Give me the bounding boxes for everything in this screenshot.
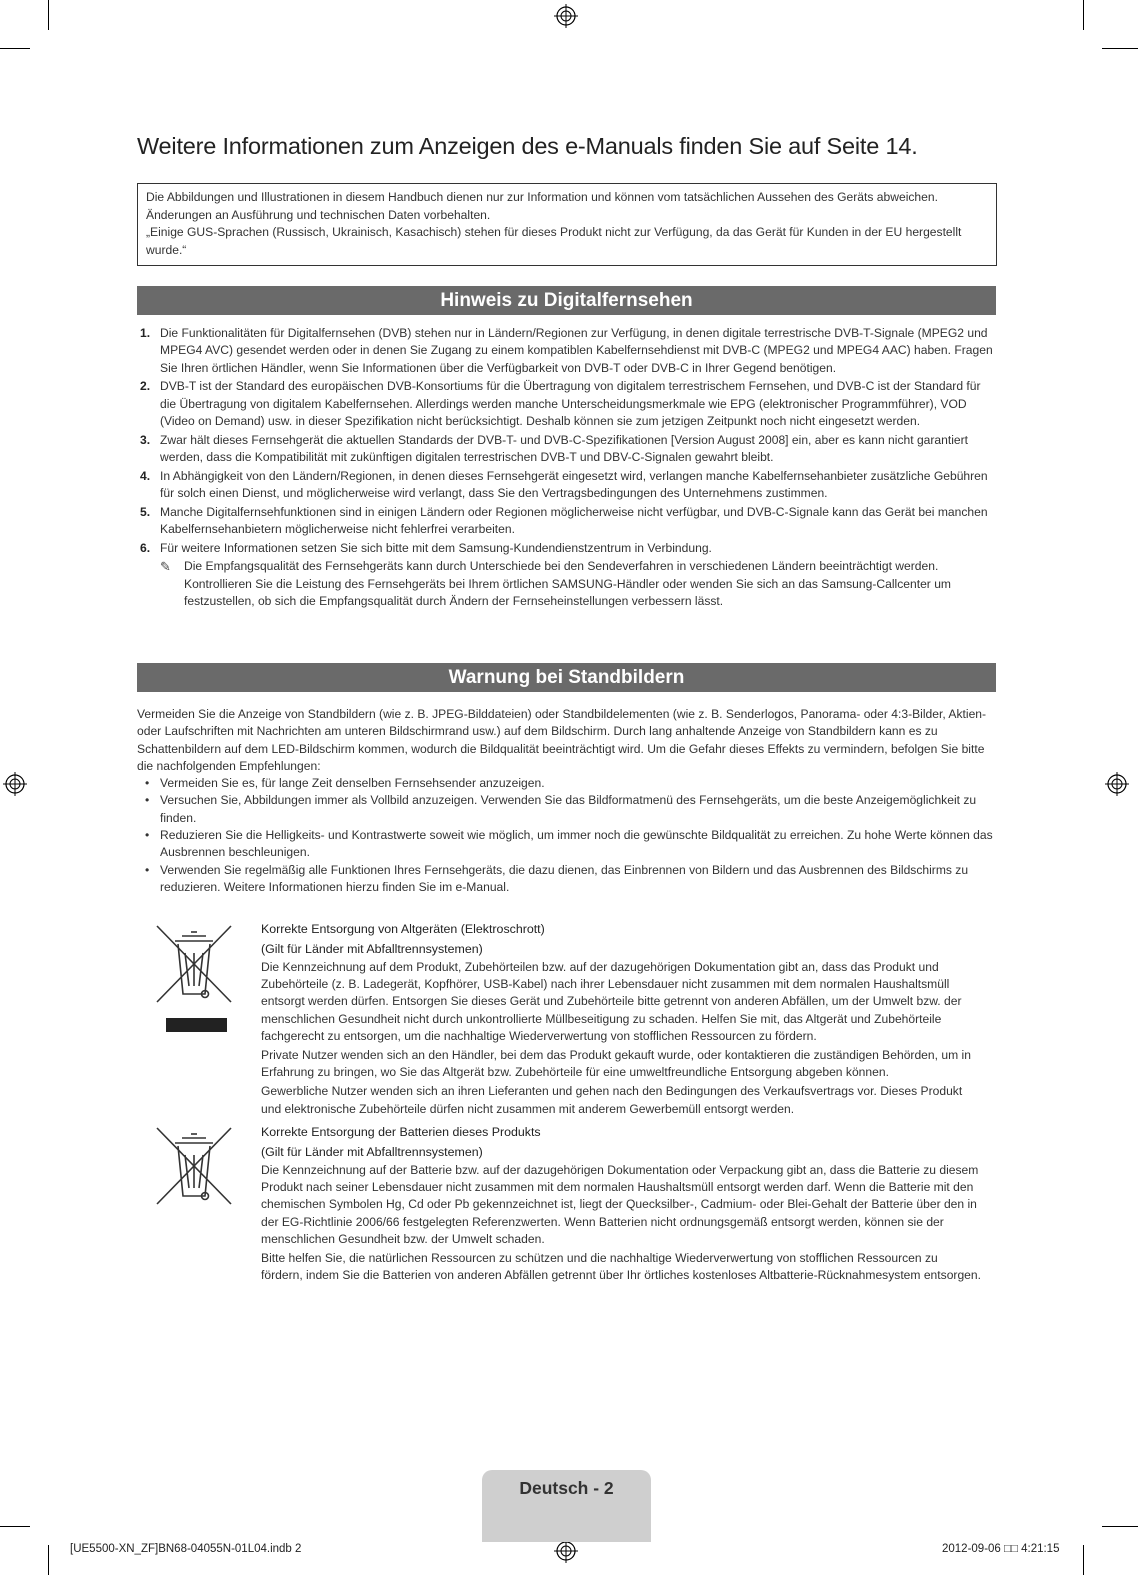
crop-mark <box>1102 48 1138 49</box>
item-text: Zwar hält dieses Fernsehgerät die aktuellen Standards der DVB-T- und DVB-C-Spezifikationen [Version August 2008] ein, aber es kann nicht garantiert werden, dass die Kompatibilität mit zukünftigen digitalen terrestrischen DVB-T und DBV-C-Signalen gewahrt bleibt. <box>160 432 969 465</box>
battery-paragraph: Bitte helfen Sie, die natürlichen Ressourcen zu schützen und die nachhaltige Wiederverwertung von stofflichen Ressourcen zu fördern, indem Sie die Batterien von anderen Abfällen getrennt über Ihr örtliches kostenloses Altbatterie-Rücknahmesystem entsorgen. <box>261 1251 981 1283</box>
battery-paragraph: Die Kennzeichnung auf der Batterie bzw. auf der dazugehörigen Dokumentation oder Verpackung gibt an, dass die Batterie zu diesem Produkt nach seiner Lebensdauer nicht zusammen mit dem normalen Haushaltsmüll entsorgt werden darf. Wenn die Batterie mit den chemischen Symbolen Hg, Cd oder Pb gekennzeichnet ist, liegt der Quecksilber-, Cadmium- oder Blei-Gehalt der Batterie über den in der EG-Richtlinie 2006/66 festgelegten Referenzwerten. Wenn Batterien nicht ordnungsgemäß entsorgt werden, können sie der menschlichen Gesundheit bzw. der Umwelt schaden. <box>261 1163 979 1246</box>
item-text: Für weitere Informationen setzen Sie sich bitte mit dem Samsung-Kundendienstzentrum in Verbindung. <box>160 541 712 556</box>
notice-paragraph: Die Abbildungen und Illustrationen in diesem Handbuch dienen nur zur Information und können vom tatsächlichen Aussehen des Geräts abweichen. Änderungen an Ausführung und technischen Daten vorbehalten. <box>146 190 938 222</box>
crop-mark <box>1083 1545 1084 1575</box>
item-number: 3. <box>140 432 151 447</box>
list-item <box>137 432 999 467</box>
digital-tv-list <box>137 325 999 612</box>
bullet-icon: • <box>145 776 150 791</box>
registration-mark-icon <box>1105 772 1129 796</box>
list-item <box>137 468 999 503</box>
registration-mark-icon <box>3 772 27 796</box>
battery-title: Korrekte Entsorgung der Batterien dieses Produkts <box>261 1125 541 1139</box>
bullet-item <box>137 862 999 897</box>
still-image-section <box>137 706 999 896</box>
item-text: In Abhängigkeit von den Ländern/Regionen, in denen dieses Fernsehgerät eingesetzt wird, verlangen manche Kabelfernsehanbieter zusätzliche Gebühren für solch einen Dienst, und möglicherweise wird verlangt, dass Sie den Vertragsbedingungen des Unternehmens zustimmen. <box>160 468 988 501</box>
crop-mark <box>0 48 30 49</box>
pencil-note-icon: ✎ <box>160 559 171 575</box>
battery-subtitle: (Gilt für Länder mit Abfalltrennsystemen) <box>261 1144 483 1159</box>
item-text: Manche Digitalfernsehfunktionen sind in einigen Ländern oder Regionen möglicherweise nicht verfügbar, und DVB-C-Signale kann das Gerät bei manchen Kabelfernsehanbietern möglicherweise nicht fehlerfrei verarbeiten. <box>160 504 988 537</box>
item-number: 5. <box>140 504 151 519</box>
list-item <box>137 378 999 430</box>
weee-subtitle: (Gilt für Länder mit Abfalltrennsystemen) <box>261 941 483 956</box>
crop-mark <box>48 0 49 30</box>
section-header-digital-tv: Hinweis zu Digitalfernsehen <box>137 286 996 315</box>
item-number: 2. <box>140 379 151 394</box>
registration-mark-icon <box>554 4 578 28</box>
print-file-slug: [UE5500-XN_ZF]BN68-04055N-01L04.indb 2 <box>70 1543 302 1555</box>
item-number: 1. <box>140 326 151 340</box>
item-text: DVB-T ist der Standard des europäischen DVB-Konsortiums für die Übertragung von digitalem terrestrischem Fernsehen, und DVB-C ist der Standard für die Übertragung von digitalem Kabelfernsehen. Allerdings werden manche Unterscheidungsmerkmale wie EPG (elektronischer Programmführer), VOD (Video on Demand) usw. in dieser Spezifikation nicht berücksichtigt. Deshalb können sie zum jetzigen Zeitpunkt noch nicht eingesetzt werden. <box>160 379 981 428</box>
print-date-slug: 2012-09-06 □□ 4:21:15 <box>942 1543 1060 1555</box>
page-number-label: Deutsch - 2 <box>519 1478 614 1498</box>
crop-mark <box>1102 1526 1138 1527</box>
crop-mark <box>48 1545 49 1575</box>
list-item <box>137 325 999 377</box>
bullet-text: Vermeiden Sie es, für lange Zeit denselben Fernsehsender anzuzeigen. <box>160 776 545 791</box>
list-item <box>137 504 999 539</box>
item-text: Die Funktionalitäten für Digitalfernsehen (DVB) stehen nur in Ländern/Regionen zur Verfügung, in denen digitale terrestrische DVB-T-Signale (MPEG2 und MPEG4 AVC) gesendet werden oder in denen Sie Zugang zu einem kompatiblen Kabelfernsehdienst mit DVB-C (MPEG2 und MPEG4 AAC) haben. Fragen Sie Ihren örtlichen Händler, wenn Sie Informationen über die Verfügbarkeit von DVB-T oder DVB-C in Ihrer Gegend benötigen. <box>160 326 993 375</box>
bullet-item <box>137 827 999 862</box>
crop-mark <box>0 1526 30 1527</box>
weee-title: Korrekte Entsorgung von Altgeräten (Elektroschrott) <box>261 922 545 936</box>
bullet-text: Versuchen Sie, Abbildungen immer als Vollbild anzuzeigen. Verwenden Sie das Bildformatmenü des Fernsehgeräts, um die beste Anzeigemöglichkeit zu finden. <box>160 793 977 825</box>
notice-box <box>137 183 997 266</box>
notice-paragraph: „Einige GUS-Sprachen (Russisch, Ukrainisch, Kasachisch) stehen für dieses Produkt nicht zur Verfügung, da das Gerät für Kunden in der EU hergestellt wurde.“ <box>146 225 962 257</box>
crossed-out-wheelie-bin-icon <box>155 922 233 1034</box>
bullet-item <box>137 775 999 792</box>
reception-note <box>160 558 999 610</box>
battery-disposal-section <box>261 1123 981 1286</box>
list-item <box>137 540 999 610</box>
bullet-text: Reduzieren Sie die Helligkeits- und Kontrastwerte soweit wie möglich, um immer noch die gewünschte Bildqualität zu erreichen. Zu hohe Werte können das Ausbrennen beschleunigen. <box>160 828 993 860</box>
note-text: Die Empfangsqualität des Fernsehgeräts kann durch Unterschiede bei den Sendeverfahren in verschiedenen Ländern beeinträchtigt werden. Kontrollieren Sie die Leistung des Fernsehgeräts bei Ihrem örtlichen SAMSUNG-Händler oder wenden Sie sich an das Samsung-Callcenter um festzustellen, ob sich die Empfangsqualität durch Ändern der Fernseheinstellungen verbessern lässt. <box>184 559 951 608</box>
bullet-text: Verwenden Sie regelmäßig alle Funktionen Ihres Fernsehgeräts, die dazu dienen, das Einbrennen von Bildern und das Ausbrennen des Bildschirms zu reduzieren. Weitere Informationen hierzu finden Sie im e-Manual. <box>160 862 969 894</box>
weee-paragraph: Private Nutzer wenden sich an den Händler, bei dem das Produkt gekauft wurde, oder kontaktieren die zuständigen Behörden, um in Erfahrung zu bringen, wo Sie das Altgerät bzw. Zubehörteile für eine umweltfreundliche Entsorgung abgeben können. <box>261 1048 971 1080</box>
section-header-still-image: Warnung bei Standbildern <box>137 663 996 692</box>
item-number: 4. <box>140 468 151 483</box>
crop-mark <box>1083 0 1084 30</box>
item-number: 6. <box>140 541 151 556</box>
registration-mark-icon <box>554 1539 578 1563</box>
crossed-out-battery-bin-icon <box>155 1124 233 1208</box>
weee-paragraph: Gewerbliche Nutzer wenden sich an ihren Lieferanten und gehen nach den Bedingungen des Verkaufsvertrags vor. Dieses Produkt und elektronische Zubehörteile dürfen nicht zusammen mit anderem Gewerbemüll entsorgt werden. <box>261 1084 963 1116</box>
bullet-icon: • <box>145 828 150 843</box>
still-image-bullets <box>137 775 999 896</box>
page-title: Weitere Informationen zum Anzeigen des e-Manuals finden Sie auf Seite 14. <box>137 133 918 159</box>
weee-paragraph: Die Kennzeichnung auf dem Produkt, Zubehörteilen bzw. auf der dazugehörigen Dokumentation gibt an, dass das Produkt und Zubehörteile (z. B. Ladegerät, Kopfhörer, USB-Kabel) nach ihrer Lebensdauer nicht zusammen mit dem normalen Haushaltsmüll entsorgt werden dürfen. Entsorgen Sie dieses Gerät und Zubehörteile bitte getrennt von anderen Abfällen, um der Umwelt bzw. der menschlichen Gesundheit nicht durch unkontrollierte Müllbeseitigung zu schaden. Helfen Sie mit, das Altgerät und Zubehörteile fachgerecht zu entsorgen, um die nachhaltige Wiederverwertung von stofflichen Ressourcen zu fördern. <box>261 960 962 1043</box>
weee-disposal-section <box>261 920 981 1120</box>
bullet-icon: • <box>145 862 150 877</box>
still-image-intro: Vermeiden Sie die Anzeige von Standbildern (wie z. B. JPEG-Bilddateien) oder Standbildelementen (wie z. B. Senderlogos, Panorama- oder 4:3-Bilder, Aktien- oder Laufschriften mit Nachrichten am unteren Bildschirmrand usw.) auf dem Bildschirm. Durch lang anhaltende Anzeige von Standbildern kann es zu Schattenbildern auf dem LED-Bildschirm kommen, wodurch die Bildqualität beeinträchtigt wird. Um die Gefahr dieses Effekts zu vermindern, befolgen Sie bitte die nachfolgenden Empfehlungen: <box>137 707 987 773</box>
bullet-icon: • <box>145 793 150 808</box>
bullet-item <box>137 792 999 827</box>
